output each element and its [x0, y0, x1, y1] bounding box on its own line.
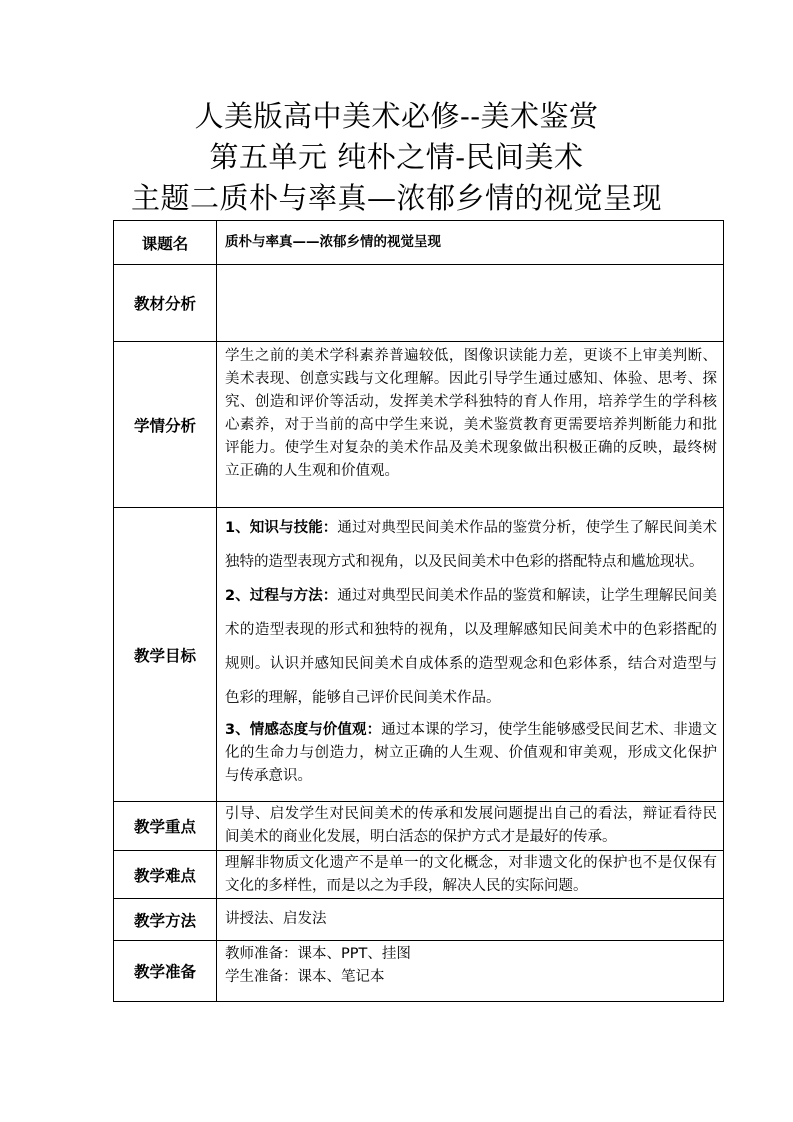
label-goals: 教学目标 [114, 508, 217, 802]
goal-item [225, 511, 717, 579]
goal-text: 通过对典型民间美术作品的鉴赏和解读，让学生理解民间美术的造型表现的形式和独特的视角，以及理解感知民间美术中的色彩搭配的规则。认识并感知民间美术自成体系的造型观念和色彩体系，结合对造型与色彩的理解，能够自己评价民间美术作品。 [225, 588, 718, 706]
goal-item [225, 715, 717, 788]
label-students: 学情分析 [114, 342, 217, 508]
label-method: 教学方法 [114, 899, 217, 941]
topic-text: 质朴与率真——浓郁乡情的视觉呈现 [225, 234, 441, 250]
label-topic: 课题名 [114, 221, 217, 265]
goal-item [225, 579, 717, 715]
label-prep: 教学准备 [114, 941, 217, 1002]
row-prep [114, 941, 724, 1002]
row-students [114, 342, 724, 508]
goal-text: 通过本课的学习，使学生能够感受民间艺术、非遗文化的生命力与创造力，树立正确的人生观、价值观和审美观，形成文化保护与传承意识。 [225, 722, 718, 784]
value-material [217, 265, 724, 342]
goal-text: 通过对典型民间美术作品的鉴赏分析，使学生了解民间美术独特的造型表现方式和视角，以及民间美术中色彩的搭配特点和尴尬现状。 [225, 520, 718, 570]
value-prep [217, 941, 724, 1002]
title-block [0, 96, 793, 219]
label-key: 教学重点 [114, 802, 217, 851]
students-text: 学生之前的美术学科素养普遍较低，图像识读能力差，更谈不上审美判断、美术表现、创意实践与文化理解。因此引导学生通过感知、体验、思考、探究、创造和评价等活动，发挥美术学科独特的育人作用，培养学生的学科核心素养，对于当前的高中学生来说，美术鉴赏教育更需要培养判断能力和批评能力。使学生对复杂的美术作品及美术现象做出积极正确的反映，最终树立正确的人生观和价值观。 [225, 348, 717, 479]
row-goals [114, 508, 724, 802]
row-method [114, 899, 724, 941]
row-topic [114, 221, 724, 265]
row-material [114, 265, 724, 342]
label-difficulty: 教学难点 [114, 851, 217, 899]
prep-student: 学生准备：课本、笔记本 [225, 969, 385, 985]
value-students [217, 342, 724, 508]
row-key [114, 802, 724, 851]
prep-teacher: 教师准备：课本、PPT、挂图 [225, 946, 411, 962]
value-goals [217, 508, 724, 802]
value-topic [217, 221, 724, 265]
goal-head: 2、过程与方法： [225, 588, 338, 604]
value-method: 讲授法、启发法 [217, 899, 724, 941]
title-line-2: 第五单元 纯朴之情-民间美术 [209, 140, 584, 174]
label-material: 教材分析 [114, 265, 217, 342]
row-difficulty [114, 851, 724, 899]
goal-head: 1、知识与技能： [225, 520, 338, 536]
value-key: 引导、启发学生对民间美术的传承和发展问题提出自己的看法，辩证看待民间美术的商业化发展，明白活态的保护方式才是最好的传承。 [217, 802, 724, 851]
value-difficulty: 理解非物质文化遗产不是单一的文化概念，对非遗文化的保护也不是仅保有文化的多样性，而是以之为手段，解决人民的实际问题。 [217, 851, 724, 899]
goal-head: 3、情感态度与价值观： [225, 722, 382, 738]
title-line-1: 人美版高中美术必修--美术鉴赏 [194, 99, 599, 133]
lesson-plan-table [113, 220, 724, 1002]
title-line-3: 主题二质朴与率真—浓郁乡情的视觉呈现 [130, 181, 662, 215]
